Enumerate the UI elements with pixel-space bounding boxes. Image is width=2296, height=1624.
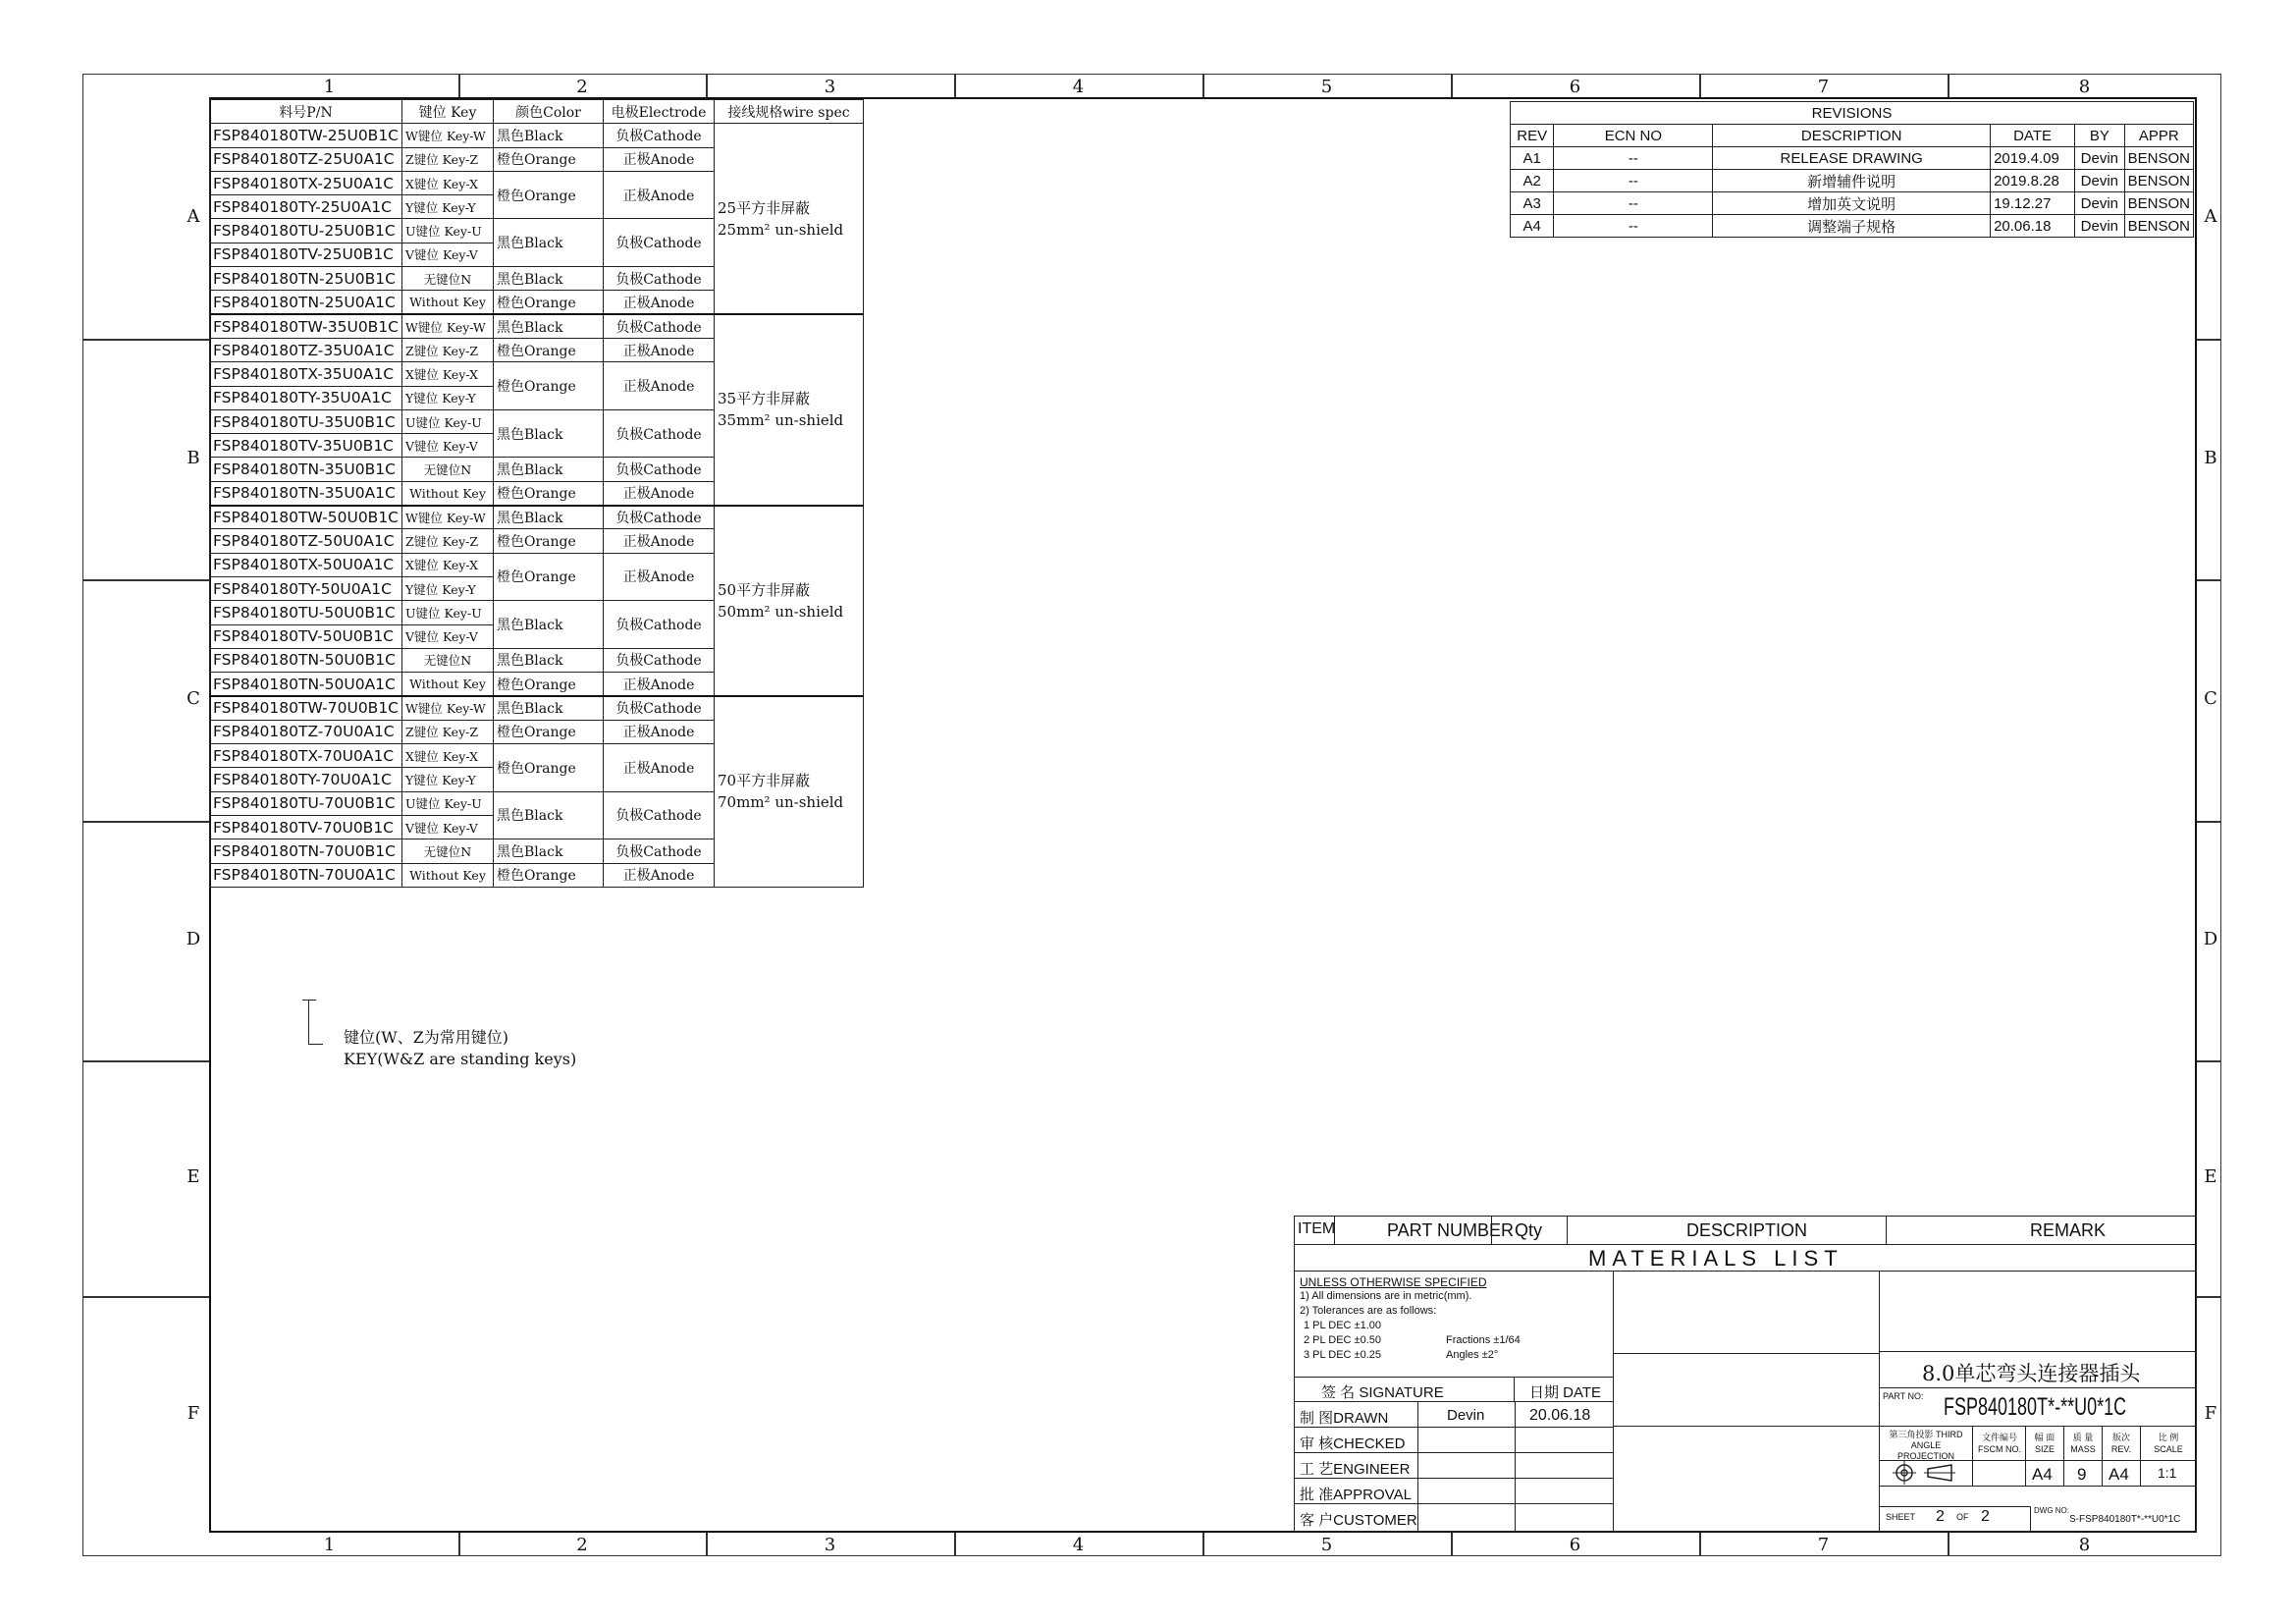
date-header: DATE bbox=[1991, 125, 2075, 147]
part-number-cell: FSP840180TW-50U0B1C bbox=[210, 506, 402, 529]
zone-tick bbox=[458, 74, 460, 97]
key-cell: U键位 Key-U bbox=[402, 219, 494, 243]
part-number-cell: FSP840180TV-35U0B1C bbox=[210, 434, 402, 458]
zone-tick bbox=[2197, 1060, 2221, 1062]
color-cell: 黑色Black bbox=[494, 506, 604, 529]
key-note-cn: 键位(W、Z为常用键位) bbox=[344, 1028, 509, 1047]
key-cell: Y键位 Key-Y bbox=[402, 386, 494, 409]
part-number-cell: FSP840180TX-50U0A1C bbox=[210, 553, 402, 576]
zone-tick bbox=[82, 1296, 209, 1298]
sheet-label: SHEET bbox=[1886, 1512, 1916, 1522]
part-number-cell: FSP840180TW-25U0B1C bbox=[210, 124, 402, 147]
revision-cell: Devin bbox=[2075, 170, 2125, 192]
zone-tick bbox=[1699, 74, 1701, 97]
key-cell: Without Key bbox=[402, 291, 494, 314]
description-label: DESCRIPTION bbox=[1686, 1220, 1808, 1240]
electrode-cell: 正极Anode bbox=[604, 291, 715, 314]
color-cell: 黑色Black bbox=[494, 648, 604, 672]
revision-cell: 2019.4.09 bbox=[1991, 147, 2075, 170]
size-value: A4 bbox=[2032, 1465, 2053, 1484]
part-number-cell: FSP840180TU-70U0B1C bbox=[210, 791, 402, 815]
table-row bbox=[210, 506, 864, 529]
note-leader-line bbox=[308, 1000, 323, 1045]
appr-header: APPR bbox=[2124, 125, 2193, 147]
key-cell: W键位 Key-W bbox=[402, 124, 494, 147]
zone-label-bot: 1 bbox=[323, 1535, 336, 1555]
zone-tick bbox=[1699, 1533, 1701, 1556]
revision-cell: BENSON bbox=[2124, 215, 2193, 238]
electrode-cell: 正极Anode bbox=[604, 744, 715, 792]
color-cell: 橙色Orange bbox=[494, 673, 604, 696]
revision-cell: 19.12.27 bbox=[1991, 192, 2075, 215]
revision-cell: Devin bbox=[2075, 192, 2125, 215]
color-cell: 橙色Orange bbox=[494, 863, 604, 887]
part-number-cell: FSP840180TN-25U0B1C bbox=[210, 267, 402, 291]
zone-label-bot: 3 bbox=[824, 1535, 836, 1555]
electrode-cell: 负极Cathode bbox=[604, 267, 715, 291]
zone-label-top: 1 bbox=[323, 77, 336, 97]
qty-label: Qty bbox=[1515, 1220, 1543, 1240]
electrode-cell: 正极Anode bbox=[604, 362, 715, 410]
electrode-cell: 负极Cathode bbox=[604, 839, 715, 863]
revision-cell: 增加英文说明 bbox=[1713, 192, 1991, 215]
zone-tick bbox=[2197, 339, 2221, 341]
key-cell: X键位 Key-X bbox=[402, 171, 494, 194]
electrode-cell: 负极Cathode bbox=[604, 601, 715, 649]
key-cell: Y键位 Key-Y bbox=[402, 576, 494, 600]
projection-symbol-icon bbox=[1893, 1461, 1961, 1485]
wire-spec-cn: 35平方非屏蔽 bbox=[718, 390, 811, 408]
part-number-cell: FSP840180TN-35U0A1C bbox=[210, 481, 402, 505]
wire-spec-cell bbox=[715, 124, 864, 314]
color-cell: 黑色Black bbox=[494, 314, 604, 338]
zone-tick bbox=[954, 74, 956, 97]
remark-label: REMARK bbox=[2030, 1220, 2107, 1240]
part-number-cell: FSP840180TU-50U0B1C bbox=[210, 601, 402, 624]
color-cell: 橙色Orange bbox=[494, 529, 604, 553]
zone-label-top: 4 bbox=[1072, 77, 1085, 97]
wire-spec-cell bbox=[715, 314, 864, 505]
drawing-title: 8.0单芯弯头连接器插头 bbox=[1922, 1362, 2141, 1385]
zone-tick bbox=[1948, 74, 1949, 97]
zone-label-left: E bbox=[187, 1166, 200, 1187]
parts-table bbox=[209, 99, 864, 888]
part-number-cell: FSP840180TX-35U0A1C bbox=[210, 362, 402, 386]
part-number-cell: FSP840180TN-35U0B1C bbox=[210, 458, 402, 481]
tolerance-angles: Angles ±2° bbox=[1446, 1349, 1499, 1361]
electrode-cell: 负极Cathode bbox=[604, 791, 715, 839]
zone-label-left: B bbox=[187, 447, 200, 468]
rev-value: A4 bbox=[2109, 1465, 2129, 1484]
zone-label-right: B bbox=[2204, 447, 2217, 468]
key-cell: U键位 Key-U bbox=[402, 791, 494, 815]
key-note-en: KEY(W&Z are standing keys) bbox=[344, 1050, 577, 1068]
electrode-cell: 负极Cathode bbox=[604, 124, 715, 147]
zone-label-bot: 2 bbox=[576, 1535, 588, 1555]
tolerance-1pl: 1 PL DEC ±1.00 bbox=[1304, 1320, 1382, 1331]
color-cell: 黑色Black bbox=[494, 791, 604, 839]
wire-spec-cn: 25平方非屏蔽 bbox=[718, 198, 811, 217]
table-row bbox=[210, 314, 864, 338]
header-pn: 料号P/N bbox=[210, 100, 402, 124]
color-cell: 黑色Black bbox=[494, 409, 604, 458]
customer-label: 客 户CUSTOMER bbox=[1300, 1512, 1417, 1529]
key-cell: X键位 Key-X bbox=[402, 744, 494, 768]
zone-tick bbox=[82, 339, 209, 341]
electrode-cell: 负极Cathode bbox=[604, 506, 715, 529]
zone-label-left: A bbox=[187, 206, 200, 227]
part-number-cell: FSP840180TY-25U0A1C bbox=[210, 195, 402, 219]
checked-label: 审 核CHECKED bbox=[1300, 1435, 1406, 1452]
revision-cell: -- bbox=[1554, 170, 1713, 192]
table-row bbox=[210, 124, 864, 147]
electrode-cell: 负极Cathode bbox=[604, 314, 715, 338]
sheet-number: 2 bbox=[1936, 1508, 1945, 1525]
revision-cell: A1 bbox=[1511, 147, 1554, 170]
zone-label-bot: 8 bbox=[2078, 1535, 2091, 1555]
color-cell: 黑色Black bbox=[494, 839, 604, 863]
part-no: FSP840180T*-**U0*1C bbox=[1944, 1393, 2127, 1421]
electrode-cell: 正极Anode bbox=[604, 338, 715, 361]
zone-label-top: 8 bbox=[2078, 77, 2091, 97]
zone-tick bbox=[1202, 1533, 1204, 1556]
key-cell: V键位 Key-V bbox=[402, 243, 494, 266]
approval-label: 批 准APPROVAL bbox=[1300, 1487, 1412, 1503]
color-cell: 橙色Orange bbox=[494, 481, 604, 505]
key-cell: X键位 Key-X bbox=[402, 553, 494, 576]
table-row bbox=[210, 696, 864, 720]
color-cell: 黑色Black bbox=[494, 267, 604, 291]
part-number-cell: FSP840180TY-70U0A1C bbox=[210, 768, 402, 791]
tolerance-note-2: 2) Tolerances are as follows: bbox=[1300, 1305, 1437, 1317]
zone-label-right: C bbox=[2204, 688, 2217, 709]
wire-spec-en: 70mm² un-shield bbox=[718, 793, 844, 812]
electrode-cell: 正极Anode bbox=[604, 863, 715, 887]
part-number-cell: FSP840180TN-25U0A1C bbox=[210, 291, 402, 314]
key-cell: Z键位 Key-Z bbox=[402, 720, 494, 743]
part-number-cell: FSP840180TZ-70U0A1C bbox=[210, 720, 402, 743]
revisions-header-row bbox=[1511, 125, 2194, 147]
part-number-cell: FSP840180TZ-25U0A1C bbox=[210, 147, 402, 171]
part-number-cell: FSP840180TN-70U0B1C bbox=[210, 839, 402, 863]
header-wire-spec: 接线规格wire spec bbox=[715, 100, 864, 124]
part-number-cell: FSP840180TW-70U0B1C bbox=[210, 696, 402, 720]
part-no-label: PART NO: bbox=[1883, 1391, 1924, 1401]
header-color: 颜色Color bbox=[494, 100, 604, 124]
by-header: BY bbox=[2075, 125, 2125, 147]
zone-tick bbox=[954, 1533, 956, 1556]
part-number-cell: FSP840180TY-50U0A1C bbox=[210, 576, 402, 600]
wire-spec-en: 35mm² un-shield bbox=[718, 411, 844, 430]
color-cell: 黑色Black bbox=[494, 601, 604, 649]
of-label: OF bbox=[1956, 1512, 1969, 1522]
revision-cell: BENSON bbox=[2124, 147, 2193, 170]
zone-label-right: A bbox=[2204, 206, 2217, 227]
projection-label: 第三角投影 THIRD ANGLE PROJECTION bbox=[1889, 1430, 1963, 1461]
tolerance-2pl: 2 PL DEC ±0.50 bbox=[1304, 1334, 1382, 1346]
zone-label-left: C bbox=[187, 688, 200, 709]
dwg-label: DWG NO: bbox=[2034, 1506, 2069, 1515]
revisions-table bbox=[1510, 101, 2194, 238]
electrode-cell: 正极Anode bbox=[604, 147, 715, 171]
part-number-cell: FSP840180TW-35U0B1C bbox=[210, 314, 402, 338]
zone-label-left: D bbox=[186, 929, 201, 949]
scale-value: 1:1 bbox=[2158, 1465, 2177, 1481]
wire-spec-en: 25mm² un-shield bbox=[718, 220, 844, 239]
header-key: 键位 Key bbox=[402, 100, 494, 124]
key-cell: Without Key bbox=[402, 863, 494, 887]
revision-cell: 新增辅件说明 bbox=[1713, 170, 1991, 192]
unless-label: UNLESS OTHERWISE SPECIFIED bbox=[1300, 1275, 1487, 1289]
zone-label-top: 7 bbox=[1817, 77, 1830, 97]
revision-cell: 调整端子规格 bbox=[1713, 215, 1991, 238]
zone-label-right: F bbox=[2204, 1402, 2217, 1424]
key-cell: V键位 Key-V bbox=[402, 434, 494, 458]
electrode-cell: 正极Anode bbox=[604, 171, 715, 219]
zone-label-bot: 6 bbox=[1569, 1535, 1581, 1555]
color-cell: 橙色Orange bbox=[494, 147, 604, 171]
color-cell: 橙色Orange bbox=[494, 291, 604, 314]
wire-spec-cn: 50平方非屏蔽 bbox=[718, 580, 811, 599]
date-label: 日期 DATE bbox=[1529, 1384, 1602, 1401]
wire-spec-cn: 70平方非屏蔽 bbox=[718, 772, 811, 790]
zone-tick bbox=[706, 1533, 708, 1556]
revision-cell: Devin bbox=[2075, 147, 2125, 170]
key-cell: Y键位 Key-Y bbox=[402, 195, 494, 219]
zone-label-right: D bbox=[2203, 929, 2218, 949]
zone-tick bbox=[82, 579, 209, 581]
color-cell: 橙色Orange bbox=[494, 744, 604, 792]
size-label: 幅 面 SIZE bbox=[2034, 1433, 2056, 1454]
zone-tick bbox=[2197, 579, 2221, 581]
part-number-cell: FSP840180TX-70U0A1C bbox=[210, 744, 402, 768]
key-cell: 无键位N bbox=[402, 458, 494, 481]
key-cell: X键位 Key-X bbox=[402, 362, 494, 386]
drawn-by: Devin bbox=[1447, 1407, 1485, 1424]
part-number-cell: FSP840180TZ-50U0A1C bbox=[210, 529, 402, 553]
wire-spec-en: 50mm² un-shield bbox=[718, 602, 844, 621]
part-number-cell: FSP840180TN-50U0A1C bbox=[210, 673, 402, 696]
revision-cell: BENSON bbox=[2124, 192, 2193, 215]
key-cell: Z键位 Key-Z bbox=[402, 338, 494, 361]
part-number-cell: FSP840180TZ-35U0A1C bbox=[210, 338, 402, 361]
tolerance-fractions: Fractions ±1/64 bbox=[1446, 1334, 1521, 1346]
part-number-cell: FSP840180TN-50U0B1C bbox=[210, 648, 402, 672]
key-cell: Z键位 Key-Z bbox=[402, 529, 494, 553]
color-cell: 黑色Black bbox=[494, 219, 604, 267]
electrode-cell: 负极Cathode bbox=[604, 696, 715, 720]
title-block bbox=[1294, 1216, 2197, 1532]
tolerance-note-1: 1) All dimensions are in metric(mm). bbox=[1300, 1290, 1472, 1302]
dwg-number: S-FSP840180T*-**U0*1C bbox=[2069, 1514, 2181, 1525]
drawn-label: 制 图DRAWN bbox=[1300, 1410, 1389, 1427]
part-number-cell: FSP840180TV-25U0B1C bbox=[210, 243, 402, 266]
note-leader-cap bbox=[302, 1000, 316, 1001]
electrode-cell: 正极Anode bbox=[604, 720, 715, 743]
revision-cell: BENSON bbox=[2124, 170, 2193, 192]
drawn-date: 20.06.18 bbox=[1529, 1407, 1591, 1424]
signature-label: 签 名 SIGNATURE bbox=[1321, 1384, 1444, 1401]
fscm-label: 文件编号 FSCM NO. bbox=[1978, 1433, 2021, 1454]
part-number-cell: FSP840180TY-35U0A1C bbox=[210, 386, 402, 409]
electrode-cell: 负极Cathode bbox=[604, 648, 715, 672]
parts-header-row bbox=[210, 100, 864, 124]
color-cell: 橙色Orange bbox=[494, 720, 604, 743]
ecn-header: ECN NO bbox=[1554, 125, 1713, 147]
electrode-cell: 正极Anode bbox=[604, 553, 715, 601]
part-number-cell: FSP840180TV-70U0B1C bbox=[210, 815, 402, 839]
revision-cell: RELEASE DRAWING bbox=[1713, 147, 1991, 170]
revision-cell: 2019.8.28 bbox=[1991, 170, 2075, 192]
electrode-cell: 正极Anode bbox=[604, 529, 715, 553]
revision-cell: A2 bbox=[1511, 170, 1554, 192]
key-cell: Without Key bbox=[402, 481, 494, 505]
key-note bbox=[344, 1027, 576, 1070]
zone-label-right: E bbox=[2204, 1166, 2217, 1187]
zone-tick bbox=[1451, 1533, 1453, 1556]
zone-label-bot: 4 bbox=[1072, 1535, 1085, 1555]
materials-list-label: MATERIALS LIST bbox=[1588, 1246, 1843, 1271]
color-cell: 黑色Black bbox=[494, 458, 604, 481]
wire-spec-cell bbox=[715, 506, 864, 696]
revision-cell: A4 bbox=[1511, 215, 1554, 238]
key-cell: U键位 Key-U bbox=[402, 409, 494, 433]
item-label: ITEM bbox=[1298, 1220, 1336, 1237]
zone-label-left: F bbox=[187, 1402, 200, 1424]
part-number-cell: FSP840180TV-50U0B1C bbox=[210, 624, 402, 648]
zone-label-bot: 7 bbox=[1817, 1535, 1830, 1555]
electrode-cell: 正极Anode bbox=[604, 481, 715, 505]
key-cell: V键位 Key-V bbox=[402, 815, 494, 839]
key-cell: Without Key bbox=[402, 673, 494, 696]
revision-row bbox=[1511, 170, 2194, 192]
key-cell: W键位 Key-W bbox=[402, 506, 494, 529]
revision-cell: -- bbox=[1554, 147, 1713, 170]
key-cell: 无键位N bbox=[402, 839, 494, 863]
part-number-cell: FSP840180TX-25U0A1C bbox=[210, 171, 402, 194]
key-cell: 无键位N bbox=[402, 648, 494, 672]
zone-tick bbox=[1948, 1533, 1949, 1556]
color-cell: 橙色Orange bbox=[494, 338, 604, 361]
color-cell: 橙色Orange bbox=[494, 171, 604, 219]
zone-tick bbox=[706, 74, 708, 97]
part-number-cell: FSP840180TN-70U0A1C bbox=[210, 863, 402, 887]
color-cell: 橙色Orange bbox=[494, 553, 604, 601]
zone-tick bbox=[458, 1533, 460, 1556]
wire-spec-cell bbox=[715, 696, 864, 887]
zone-tick bbox=[1451, 74, 1453, 97]
color-cell: 橙色Orange bbox=[494, 362, 604, 410]
zone-label-top: 3 bbox=[824, 77, 836, 97]
zone-tick bbox=[82, 821, 209, 823]
revision-cell: Devin bbox=[2075, 215, 2125, 238]
key-cell: W键位 Key-W bbox=[402, 696, 494, 720]
key-cell: W键位 Key-W bbox=[402, 314, 494, 338]
zone-label-top: 2 bbox=[576, 77, 588, 97]
revision-row bbox=[1511, 147, 2194, 170]
part-number-label: PART NUMBER bbox=[1387, 1220, 1515, 1240]
scale-label: 比 例 SCALE bbox=[2154, 1433, 2183, 1454]
color-cell: 黑色Black bbox=[494, 696, 604, 720]
mass-value: 9 bbox=[2077, 1465, 2087, 1484]
key-cell: Y键位 Key-Y bbox=[402, 768, 494, 791]
color-cell: 黑色Black bbox=[494, 124, 604, 147]
electrode-cell: 正极Anode bbox=[604, 673, 715, 696]
revision-cell: -- bbox=[1554, 215, 1713, 238]
key-cell: 无键位N bbox=[402, 267, 494, 291]
zone-tick bbox=[1202, 74, 1204, 97]
revision-cell: -- bbox=[1554, 192, 1713, 215]
sheet-total: 2 bbox=[1981, 1508, 1990, 1525]
electrode-cell: 负极Cathode bbox=[604, 219, 715, 267]
mass-label: 质 量 MASS bbox=[2070, 1433, 2096, 1454]
key-cell: U键位 Key-U bbox=[402, 601, 494, 624]
part-number-cell: FSP840180TU-25U0B1C bbox=[210, 219, 402, 243]
revision-row bbox=[1511, 215, 2194, 238]
engineer-label: 工 艺ENGINEER bbox=[1300, 1461, 1411, 1478]
rev-header: REV bbox=[1511, 125, 1554, 147]
key-cell: Z键位 Key-Z bbox=[402, 147, 494, 171]
revision-cell: A3 bbox=[1511, 192, 1554, 215]
revision-cell: 20.06.18 bbox=[1991, 215, 2075, 238]
zone-label-top: 6 bbox=[1569, 77, 1581, 97]
zone-label-top: 5 bbox=[1320, 77, 1333, 97]
part-number-cell: FSP840180TU-35U0B1C bbox=[210, 409, 402, 433]
electrode-cell: 负极Cathode bbox=[604, 409, 715, 458]
revision-row bbox=[1511, 192, 2194, 215]
zone-tick bbox=[2197, 1296, 2221, 1298]
revisions-title: REVISIONS bbox=[1511, 102, 2194, 125]
rev-label: 版次 REV. bbox=[2110, 1433, 2132, 1454]
zone-tick bbox=[82, 1060, 209, 1062]
zone-label-bot: 5 bbox=[1320, 1535, 1333, 1555]
electrode-cell: 负极Cathode bbox=[604, 458, 715, 481]
zone-tick bbox=[2197, 821, 2221, 823]
tolerance-3pl: 3 PL DEC ±0.25 bbox=[1304, 1349, 1382, 1361]
key-cell: V键位 Key-V bbox=[402, 624, 494, 648]
description-header: DESCRIPTION bbox=[1713, 125, 1991, 147]
header-electrode: 电极Electrode bbox=[604, 100, 715, 124]
